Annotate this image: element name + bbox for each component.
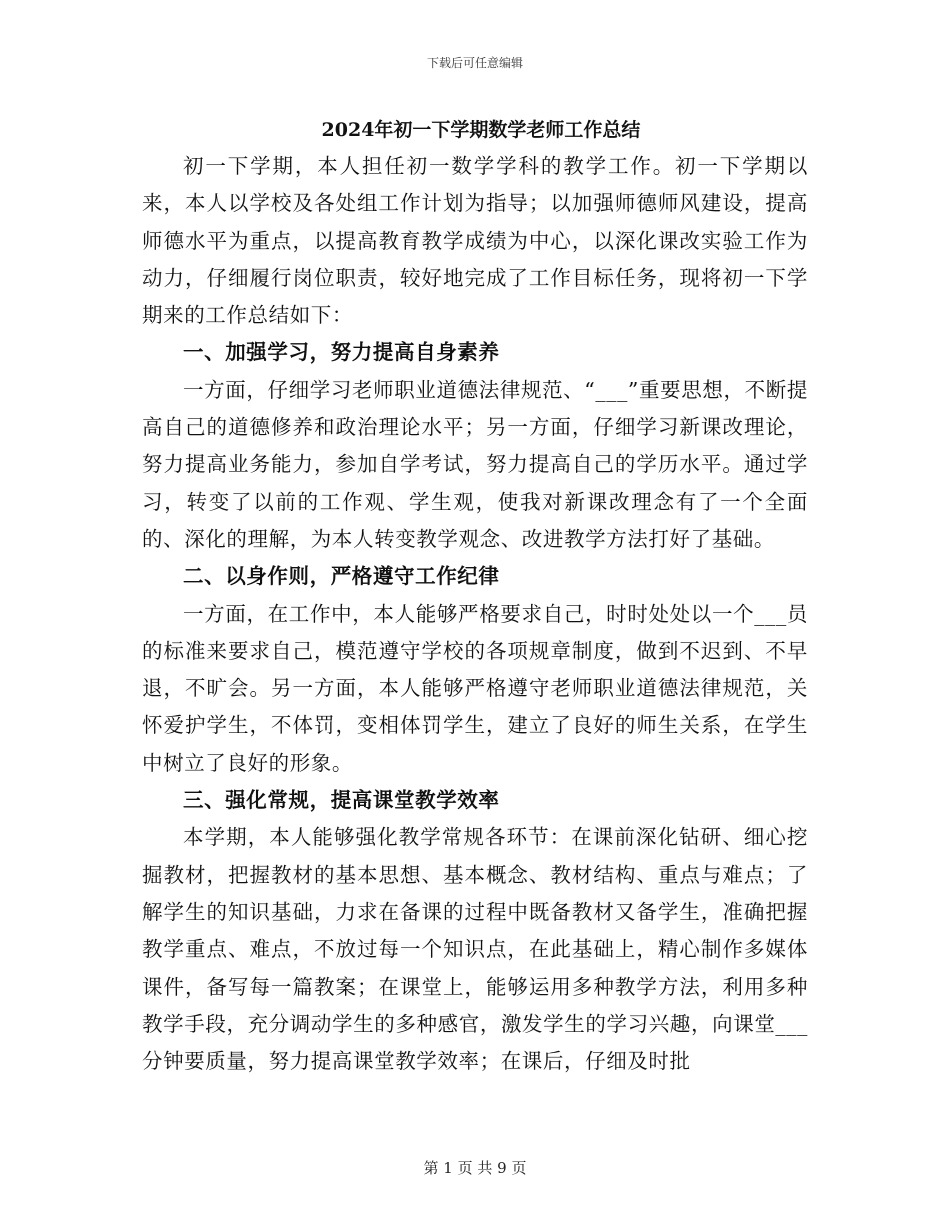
section-1-body: 一方面，仔细学习老师职业道德法律规范、“___”重要思想，不断提高自己的道德修养和政治理论水平；另一方面，仔细学习新课改理论，努力提高业务能力，参加自学考试，努力提高自己的学历水平。通过学习，转变了以前的工作观、学生观，使我对新课改理念有了一个全面的、深化的理解，为本人转变教学观念、改进教学方法打好了基础。: [142, 377, 808, 551]
intro-paragraph: 初一下学期，本人担任初一数学学科的教学工作。初一下学期以来，本人以学校及各处组工作计划为指导；以加强师德师风建设，提高师德水平为重点，以提高教育教学成绩为中心，以深化课改实验工作为动力，仔细履行岗位职责，较好地完成了工作目标任务，现将初一下学期来的工作总结如下：: [142, 154, 808, 328]
page-header-note: 下载后可任意编辑: [426, 56, 523, 70]
page-number: 第 1 页 共 9 页: [423, 1159, 527, 1177]
section-1-heading: 一、加强学习，努力提高自身素养: [183, 340, 500, 365]
section-3-body: 本学期，本人能够强化教学常规各环节：在课前深化钻研、细心挖掘教材，把握教材的基本思想、基本概念、教材结构、重点与难点；了解学生的知识基础，力求在备课的过程中既备教材又备学生，准确把握教学重点、难点，不放过每一个知识点，在此基础上，精心制作多媒体课件，备写每一篇教案；在课堂上，能够运用多种教学方法，利用多种教学手段，充分调动学生的多种感官，激发学生的学习兴趣，向课堂___分钟要质量，努力提高课堂教学效率；在课后，仔细及时批: [142, 825, 808, 1074]
document-body: [142, 112, 808, 1080]
section-3-heading: 三、强化常规，提高课堂教学效率: [183, 788, 500, 813]
section-2-heading: 二、以身作则，严格遵守工作纪律: [183, 564, 500, 589]
document-title: 2024年初一下学期数学老师工作总结: [321, 119, 641, 141]
section-2-body: 一方面，在工作中，本人能够严格要求自己，时时处处以一个___员的标准来要求自己，模范遵守学校的各项规章制度，做到不迟到、不早退，不旷会。另一方面，本人能够严格遵守老师职业道德法律规范，关怀爱护学生，不体罚，变相体罚学生，建立了良好的师生关系，在学生中树立了良好的形象。: [142, 601, 808, 775]
